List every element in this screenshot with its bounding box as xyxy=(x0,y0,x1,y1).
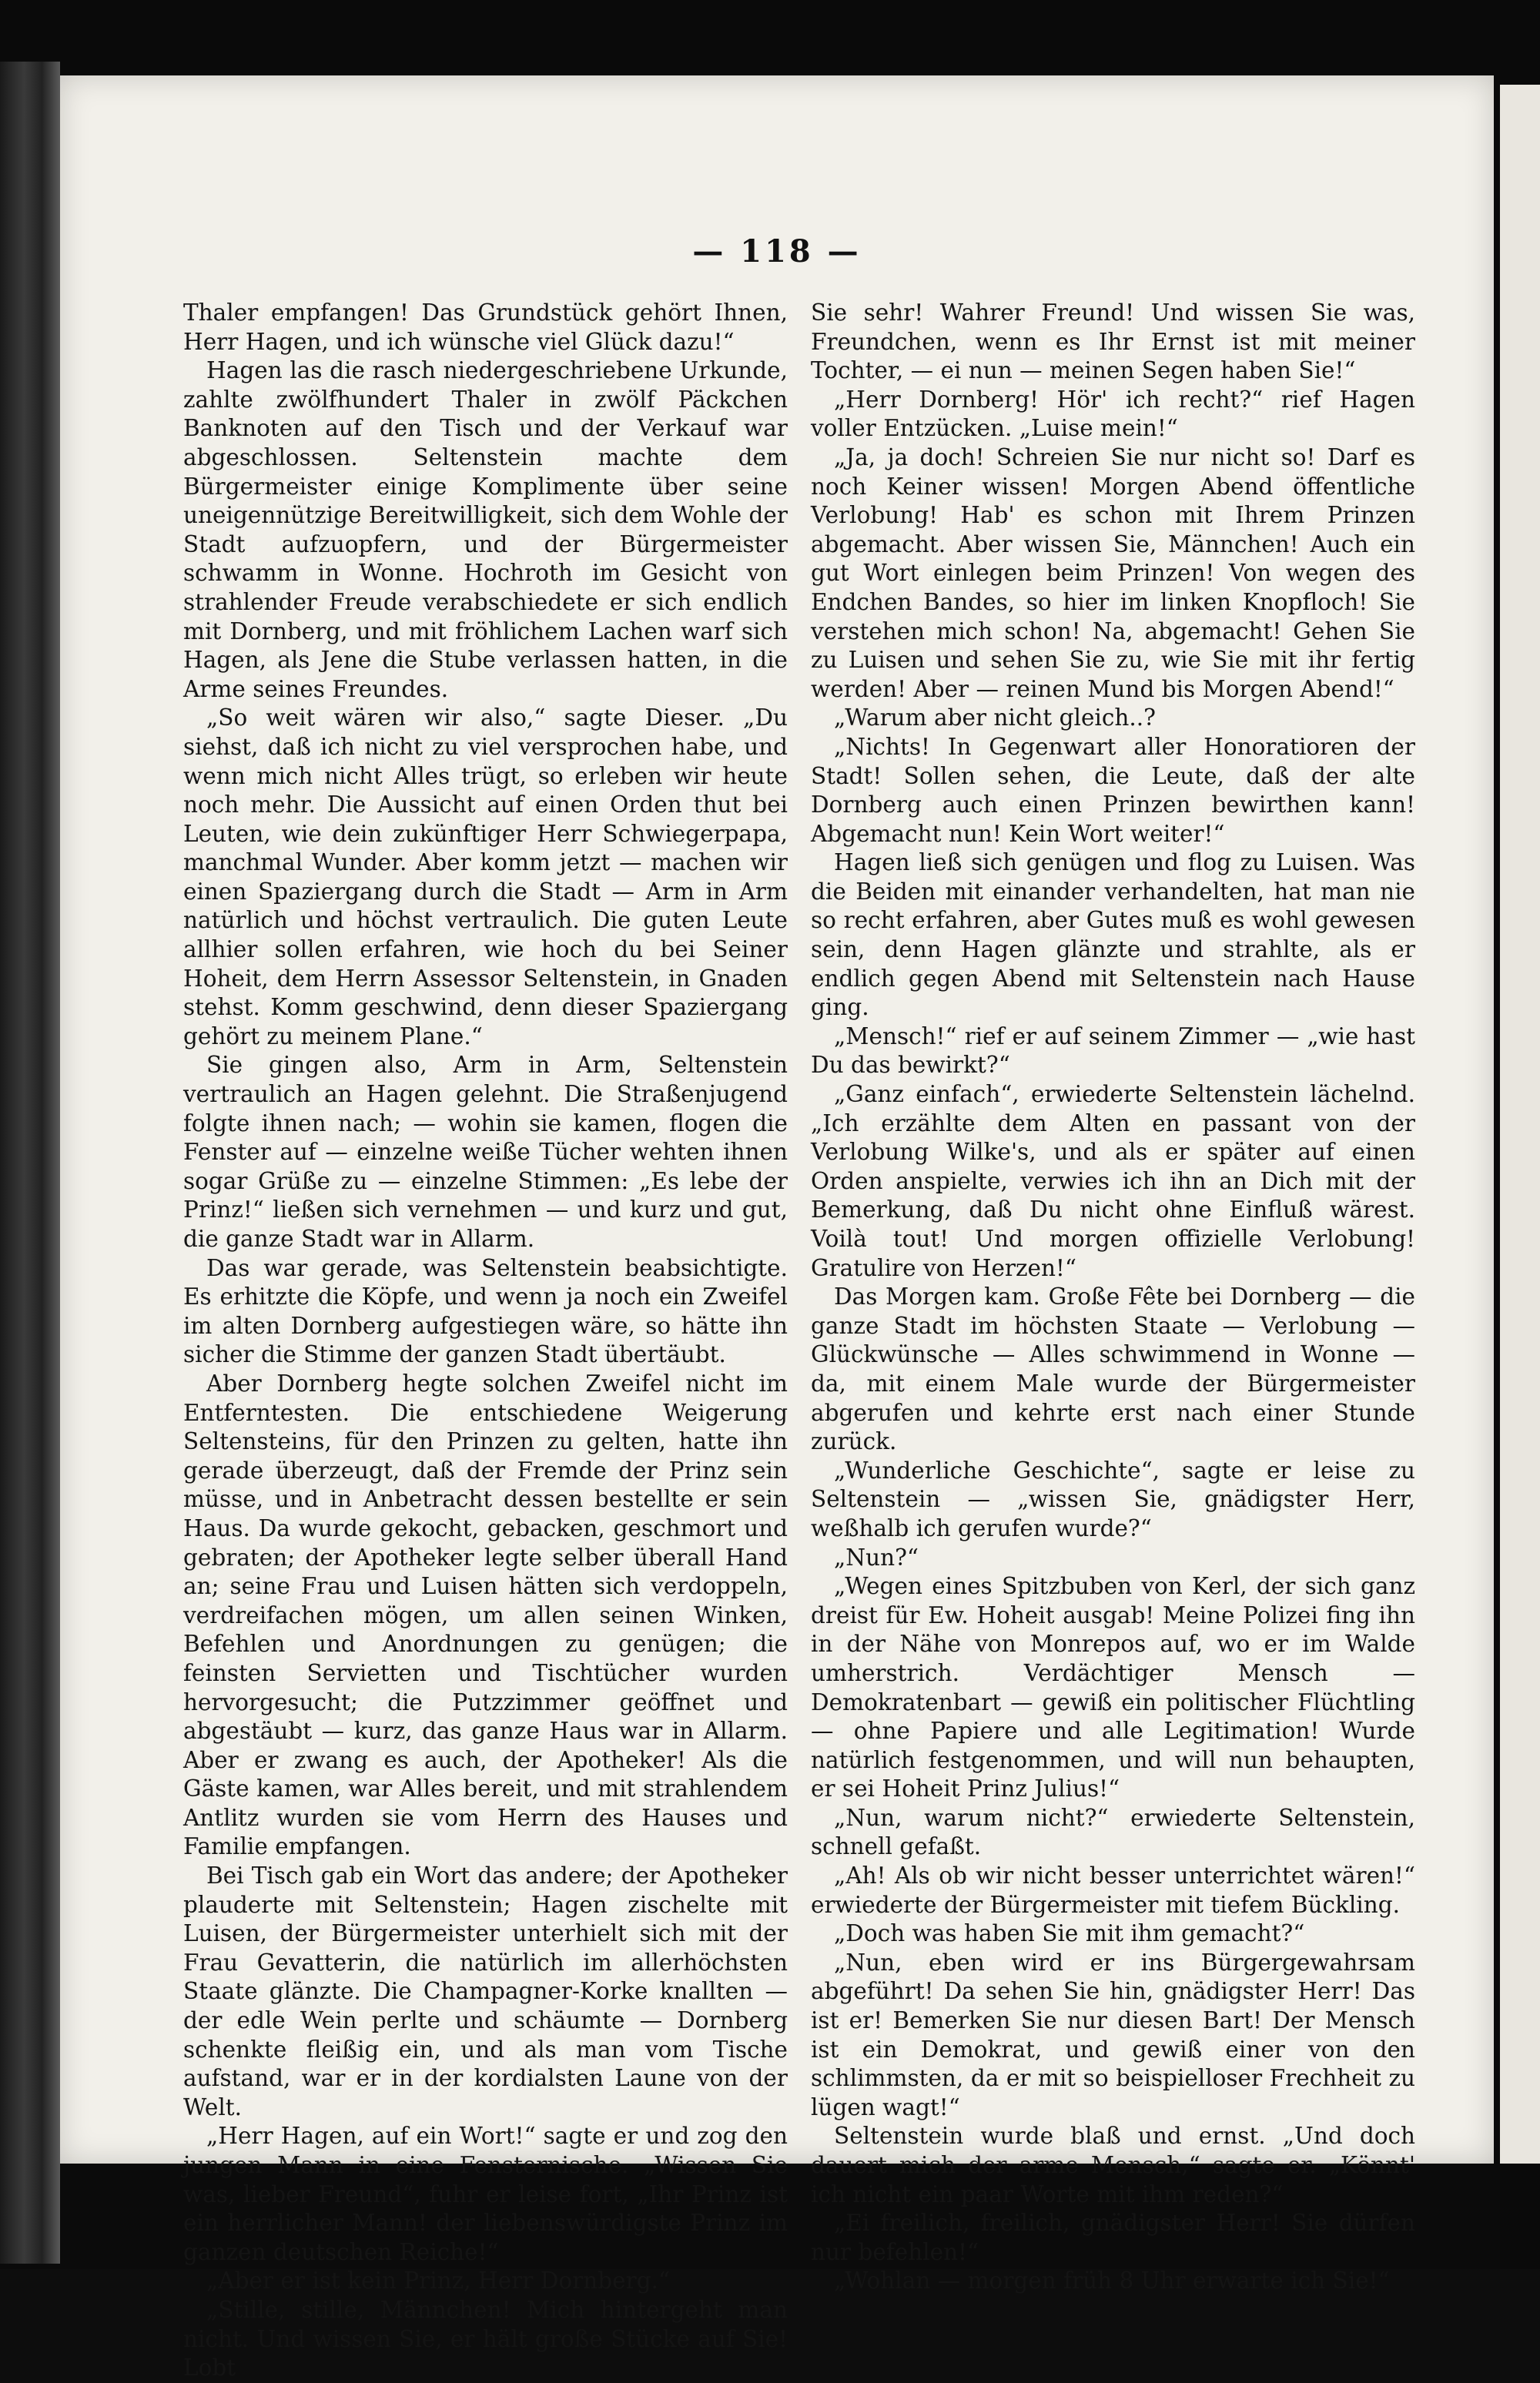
paragraph: „Ja, ja doch! Schreien Sie nur nicht so! Darf es noch Keiner wissen! Morgen Abend öffentliche Verlobung! Hab' es schon mit Ihrem Prinzen abgemacht. Aber wissen Sie, Männchen! Auch ein gut Wort einlegen beim Prinzen! Von wegen des Endchen Bandes, so hier im linken Knopfloch! Sie verstehen mich schon! Na, abgemacht! Gehen Sie zu Luisen und sehen Sie zu, wie Sie mit ihr fertig werden! Aber — reinen Mund bis Morgen Abend!“ xyxy=(811,443,1415,702)
page-number: — 118 — xyxy=(692,233,862,269)
book-spine-edge xyxy=(0,62,60,2264)
paragraph: „Aber er ist kein Prinz, Herr Dornberg.“ xyxy=(206,2268,671,2294)
paragraph: Hagen las die rasch niedergeschriebene Urkunde, zahlte zwölfhundert Thaler in zwölf Päckchen Banknoten auf den Tisch und der Verkauf war abgeschlossen. Seltenstein machte dem Bürgermeister einige Komplimente über seine uneigennützige Bereitwilligkeit, sich dem Wohle der Stadt aufzuopfern, und der Bürgermeister schwamm in Wonne. Hochroth im Gesicht von strahlender Freude verabschiedete er sich endlich mit Dornberg, und mit fröhlichem Lachen warf sich Hagen, als Jene die Stube verlassen hatten, in die Arme seines Freundes. xyxy=(183,357,788,702)
paragraph: „Nichts! In Gegenwart aller Honoratioren der Stadt! Sollen sehen, die Leute, daß der alte Dornberg auch einen Prinzen bewirthen kann! Abgemacht nun! Kein Wort weiter!“ xyxy=(811,733,1415,847)
paragraph: „So weit wären wir also,“ sagte Dieser. „Du siehst, daß ich nicht zu viel versprochen habe, und wenn mich nicht Alles trügt, so erleben wir heute noch mehr. Die Aussicht auf einen Orden thut bei Leuten, wie dein zukünftiger Herr Schwiegerpapa, manchmal Wunder. Aber komm jetzt — machen wir einen Spaziergang durch die Stadt — Arm in Arm natürlich und höchst vertraulich. Die guten Leute allhier sollen erfahren, wie hoch du bei Seiner Hoheit, dem Herrn Assessor Seltenstein, in Gnaden stehst. Komm geschwind, denn dieser Spaziergang gehört zu meinem Plane.“ xyxy=(183,705,788,1049)
book-page xyxy=(60,75,1494,2381)
paragraph: „Nun, eben wird er ins Bürgergewahrsam abgeführt! Da sehen Sie hin, gnädigster Herr! Das ist er! Bemerken Sie nur diesen Bart! Der Mensch ist ein Demokrat, und gewiß einer von den schlimmsten, da er mit so beispielloser Frechheit zu lügen wagt!“ xyxy=(811,1949,1415,2120)
paragraph: „Mensch!“ rief er auf seinem Zimmer — „wie hast Du das bewirkt?“ xyxy=(811,1022,1415,1079)
paragraph: „Herr Hagen, auf ein Wort!“ sagte er und zog den jungen Mann in eine Fensternische. „Wissen Sie was, lieber Freund“, fuhr er leise fort, „Ihr Prinz ist ein herrlicher Mann! der liebenswürdigste Prinz im ganzen deutschen Reiche!“ xyxy=(183,2123,788,2265)
paragraph: Seltenstein wurde blaß und ernst. „Und doch dauert mich der arme Mensch,“ sagte er. „Könnt' ich nicht ein paar Worte mit ihm reden?“ xyxy=(811,2123,1415,2207)
paragraph: „Wohlan — morgen früh 8 Uhr erwarte ich Sie!“ xyxy=(834,2268,1390,2294)
paragraph: „Nun, warum nicht?“ erwiederte Seltenstein, schnell gefaßt. xyxy=(811,1804,1415,1860)
paragraph: Das war gerade, was Seltenstein beabsichtigte. Es erhitzte die Köpfe, und wenn ja noch ein Zweifel im alten Dornberg aufgestiegen wäre, so hätte ihn sicher die Stimme der ganzen Stadt übertäubt. xyxy=(183,1254,788,1368)
paragraph: Hagen ließ sich genügen und flog zu Luisen. Was die Beiden mit einander verhandelten, hat man nie so recht erfahren, aber Gutes muß es wohl gewesen sein, denn Hagen glänzte und strahlte, als er endlich gegen Abend mit Seltenstein nach Hause ging. xyxy=(811,849,1415,1021)
paragraph: „Wegen eines Spitzbuben von Kerl, der sich ganz dreist für Ew. Hoheit ausgab! Meine Polizei fing ihn in der Nähe von Monrepos auf, wo er im Walde umherstrich. Verdächtiger Mensch — Demokratenbart — gewiß ein politischer Flüchtling — ohne Papiere und alle Legitimation! Wurde natürlich festgenommen, und will nun behaupten, er sei Hoheit Prinz Julius!“ xyxy=(811,1573,1415,1802)
paragraph: Sie sehr! Wahrer Freund! Und wissen Sie was, Freundchen, wenn es Ihr Ernst ist mit meiner Tochter, — ei nun — meinen Segen haben Sie!“ xyxy=(811,300,1415,384)
paragraph: „Ah! Als ob wir nicht besser unterrichtet wären!“ erwiederte der Bürgermeister mit tiefem Bückling. xyxy=(811,1863,1415,1918)
paragraph: „Ei freilich, freilich, gnädigster Herr! Sie dürfen nur befehlen!“ xyxy=(811,2210,1415,2265)
paragraph: „Doch was haben Sie mit ihm gemacht?“ xyxy=(834,1920,1305,1947)
paragraph: „Nun?“ xyxy=(834,1544,919,1571)
paragraph: Sie gingen also, Arm in Arm, Seltenstein vertraulich an Hagen gelehnt. Die Straßenjugend folgte ihnen nach; — wohin sie kamen, flogen die Fenster auf — einzelne weiße Tücher wehten ihnen sogar Grüße zu — einzelne Stimmen: „Es lebe der Prinz!“ ließen sich vernehmen — und kurz und gut, die ganze Stadt war in Allarm. xyxy=(183,1052,788,1252)
paragraph: Thaler empfangen! Das Grundstück gehört Ihnen, Herr Hagen, und ich wünsche viel Glück dazu!“ xyxy=(183,300,788,355)
paragraph: „Wunderliche Geschichte“, sagte er leise zu Seltenstein — „wissen Sie, gnädigster Herr, weßhalb ich gerufen wurde?“ xyxy=(811,1457,1415,1541)
paragraph: „Ganz einfach“, erwiederte Seltenstein lächelnd. „Ich erzählte dem Alten en passant von der Verlobung Wilke's, und als er später auf einen Orden anspielte, verwies ich ihn an Dich mit der Bemerkung, daß Du nicht ohne Einfluß wärest. Voilà tout! Und morgen offizielle Verlobung! Gratulire von Herzen!“ xyxy=(811,1081,1415,1281)
paragraph: „Warum aber nicht gleich..? xyxy=(834,705,1156,731)
next-page-edge xyxy=(1500,85,1540,2164)
paragraph: „Stille, stille, Männchen! Mich hintergeht man nicht. Und wissen Sie, er hält große Stücke auf Sie! Lobt xyxy=(183,2296,788,2381)
paragraph: Bei Tisch gab ein Wort das andere; der Apotheker plauderte mit Seltenstein; Hagen zischelte mit Luisen, der Bürgermeister unterhielt sich mit der Frau Gevatterin, die natürlich im allerhöchsten Staate glänzte. Die Champagner-Korke knallten — der edle Wein perlte und schäumte — Dornberg schenkte fleißig ein, und als man vom Tische aufstand, war er in der kordialsten Laune von der Welt. xyxy=(183,1863,788,2120)
paragraph: Aber Dornberg hegte solchen Zweifel nicht im Entferntesten. Die entschiedene Weigerung Seltensteins, für den Prinzen zu gelten, hatte ihn gerade überzeugt, daß der Fremde der Prinz sein müsse, und in Anbetracht dessen bestellte er sein Haus. Da wurde gekocht, gebacken, geschmort und gebraten; der Apotheker legte selber überall Hand an; seine Frau und Luisen hätten sich verdoppeln, verdreifachen mögen, um allen seinen Winken, Befehlen und Anordnungen zu genügen; die feinsten Servietten und Tischtücher wurden hervorgesucht; die Putzzimmer geöffnet und abgestäubt — kurz, das ganze Haus war in Allarm. Aber er zwang es auch, der Apotheker! Als die Gäste kamen, war Alles bereit, und mit strahlendem Antlitz wurden sie vom Herrn des Hauses und Familie empfangen. xyxy=(183,1370,788,1860)
paragraph: Das Morgen kam. Große Fête bei Dornberg — die ganze Stadt im höchsten Staate — Verlobung — Glückwünsche — Alles schwimmend in Wonne — da, mit einem Male wurde der Bürgermeister abgerufen und kehrte erst nach einer Stunde zurück. xyxy=(811,1284,1415,1455)
right-column xyxy=(811,299,1415,2296)
paragraph: „Herr Dornberg! Hör' ich recht?“ rief Hagen voller Entzücken. „Luise mein!“ xyxy=(811,386,1415,442)
left-column xyxy=(183,299,788,2383)
